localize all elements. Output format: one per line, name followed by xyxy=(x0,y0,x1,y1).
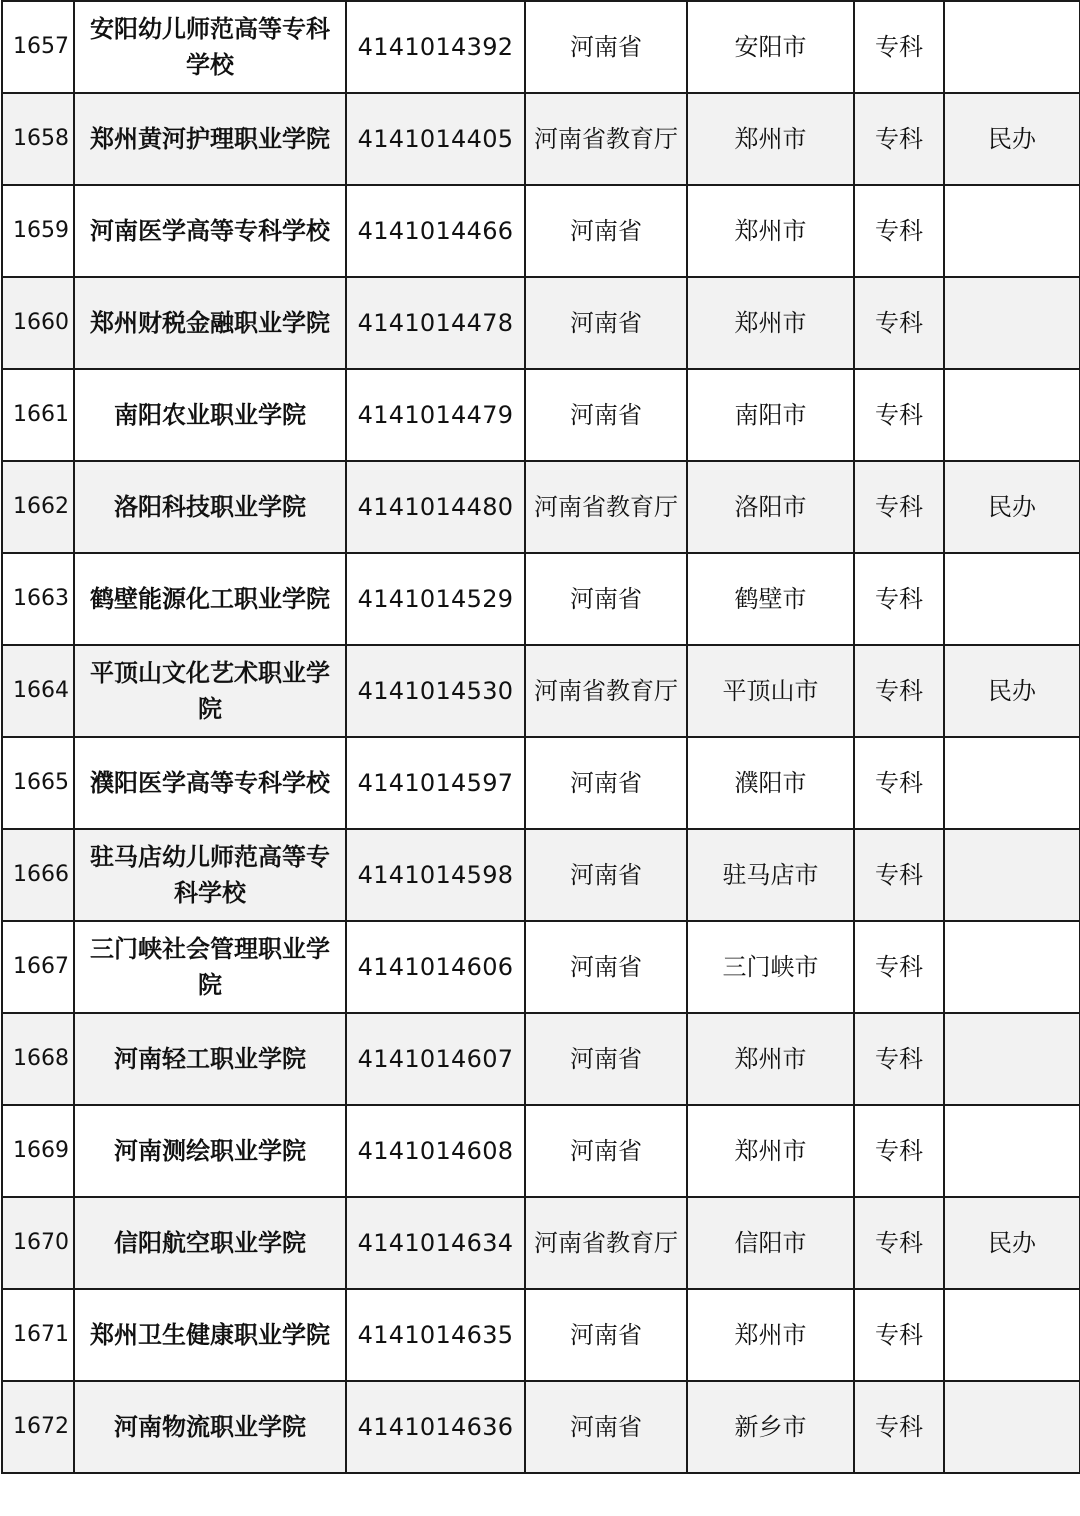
supervising-dept: 河南省 xyxy=(525,1381,687,1473)
row-index: 1669 xyxy=(2,1105,74,1197)
row-index: 1667 xyxy=(2,921,74,1013)
remark: 民办 xyxy=(944,645,1080,737)
school-name: 河南医学高等专科学校 xyxy=(74,185,346,277)
education-level: 专科 xyxy=(854,645,944,737)
remark xyxy=(944,553,1080,645)
remark xyxy=(944,1013,1080,1105)
row-index: 1671 xyxy=(2,1289,74,1381)
college-list-table xyxy=(1,0,1080,1474)
remark xyxy=(944,185,1080,277)
supervising-dept: 河南省教育厅 xyxy=(525,1197,687,1289)
school-name: 河南轻工职业学院 xyxy=(74,1013,346,1105)
city: 郑州市 xyxy=(687,185,854,277)
city: 濮阳市 xyxy=(687,737,854,829)
remark xyxy=(944,1289,1080,1381)
school-name: 鹤壁能源化工职业学院 xyxy=(74,553,346,645)
education-level: 专科 xyxy=(854,185,944,277)
row-index: 1658 xyxy=(2,93,74,185)
city: 郑州市 xyxy=(687,1013,854,1105)
table-row xyxy=(2,737,1080,829)
city: 南阳市 xyxy=(687,369,854,461)
school-name: 河南物流职业学院 xyxy=(74,1381,346,1473)
school-code: 4141014635 xyxy=(346,1289,525,1381)
school-code: 4141014608 xyxy=(346,1105,525,1197)
school-code: 4141014598 xyxy=(346,829,525,921)
school-code: 4141014466 xyxy=(346,185,525,277)
table-row xyxy=(2,1289,1080,1381)
school-name: 洛阳科技职业学院 xyxy=(74,461,346,553)
supervising-dept: 河南省 xyxy=(525,1289,687,1381)
supervising-dept: 河南省 xyxy=(525,369,687,461)
school-code: 4141014607 xyxy=(346,1013,525,1105)
school-name: 南阳农业职业学院 xyxy=(74,369,346,461)
school-code: 4141014530 xyxy=(346,645,525,737)
school-code: 4141014606 xyxy=(346,921,525,1013)
remark xyxy=(944,1,1080,93)
remark xyxy=(944,1105,1080,1197)
education-level: 专科 xyxy=(854,1105,944,1197)
school-code: 4141014529 xyxy=(346,553,525,645)
supervising-dept: 河南省 xyxy=(525,921,687,1013)
city: 鹤壁市 xyxy=(687,553,854,645)
school-name: 河南测绘职业学院 xyxy=(74,1105,346,1197)
table-row xyxy=(2,829,1080,921)
school-code: 4141014597 xyxy=(346,737,525,829)
education-level: 专科 xyxy=(854,93,944,185)
row-index: 1661 xyxy=(2,369,74,461)
table-row xyxy=(2,1013,1080,1105)
school-name: 安阳幼儿师范高等专科学校 xyxy=(74,1,346,93)
education-level: 专科 xyxy=(854,921,944,1013)
education-level: 专科 xyxy=(854,829,944,921)
table-body xyxy=(2,1,1080,1473)
school-name: 三门峡社会管理职业学院 xyxy=(74,921,346,1013)
city: 三门峡市 xyxy=(687,921,854,1013)
supervising-dept: 河南省 xyxy=(525,1105,687,1197)
supervising-dept: 河南省 xyxy=(525,185,687,277)
city: 安阳市 xyxy=(687,1,854,93)
school-code: 4141014636 xyxy=(346,1381,525,1473)
remark xyxy=(944,369,1080,461)
table-row xyxy=(2,93,1080,185)
education-level: 专科 xyxy=(854,1,944,93)
remark xyxy=(944,277,1080,369)
table-row xyxy=(2,1381,1080,1473)
table-row xyxy=(2,1197,1080,1289)
education-level: 专科 xyxy=(854,737,944,829)
table-row xyxy=(2,645,1080,737)
table-row xyxy=(2,369,1080,461)
table-row xyxy=(2,1,1080,93)
school-name: 郑州黄河护理职业学院 xyxy=(74,93,346,185)
school-code: 4141014480 xyxy=(346,461,525,553)
school-code: 4141014634 xyxy=(346,1197,525,1289)
supervising-dept: 河南省教育厅 xyxy=(525,645,687,737)
school-code: 4141014405 xyxy=(346,93,525,185)
remark xyxy=(944,921,1080,1013)
row-index: 1657 xyxy=(2,1,74,93)
education-level: 专科 xyxy=(854,1013,944,1105)
row-index: 1672 xyxy=(2,1381,74,1473)
table-row xyxy=(2,461,1080,553)
education-level: 专科 xyxy=(854,277,944,369)
school-code: 4141014479 xyxy=(346,369,525,461)
supervising-dept: 河南省教育厅 xyxy=(525,461,687,553)
school-name: 郑州卫生健康职业学院 xyxy=(74,1289,346,1381)
row-index: 1662 xyxy=(2,461,74,553)
city: 郑州市 xyxy=(687,1289,854,1381)
education-level: 专科 xyxy=(854,1381,944,1473)
city: 郑州市 xyxy=(687,277,854,369)
school-name: 驻马店幼儿师范高等专科学校 xyxy=(74,829,346,921)
education-level: 专科 xyxy=(854,461,944,553)
education-level: 专科 xyxy=(854,1289,944,1381)
table-row xyxy=(2,185,1080,277)
school-code: 4141014392 xyxy=(346,1,525,93)
supervising-dept: 河南省 xyxy=(525,553,687,645)
row-index: 1664 xyxy=(2,645,74,737)
city: 郑州市 xyxy=(687,1105,854,1197)
school-name: 郑州财税金融职业学院 xyxy=(74,277,346,369)
supervising-dept: 河南省 xyxy=(525,277,687,369)
supervising-dept: 河南省教育厅 xyxy=(525,93,687,185)
school-name: 信阳航空职业学院 xyxy=(74,1197,346,1289)
school-code: 4141014478 xyxy=(346,277,525,369)
supervising-dept: 河南省 xyxy=(525,1,687,93)
table-row xyxy=(2,921,1080,1013)
education-level: 专科 xyxy=(854,1197,944,1289)
remark xyxy=(944,737,1080,829)
city: 平顶山市 xyxy=(687,645,854,737)
table-row xyxy=(2,553,1080,645)
remark: 民办 xyxy=(944,461,1080,553)
supervising-dept: 河南省 xyxy=(525,737,687,829)
city: 信阳市 xyxy=(687,1197,854,1289)
remark: 民办 xyxy=(944,1197,1080,1289)
education-level: 专科 xyxy=(854,369,944,461)
supervising-dept: 河南省 xyxy=(525,829,687,921)
row-index: 1668 xyxy=(2,1013,74,1105)
row-index: 1659 xyxy=(2,185,74,277)
remark xyxy=(944,1381,1080,1473)
city: 郑州市 xyxy=(687,93,854,185)
city: 洛阳市 xyxy=(687,461,854,553)
row-index: 1660 xyxy=(2,277,74,369)
row-index: 1666 xyxy=(2,829,74,921)
school-name: 平顶山文化艺术职业学院 xyxy=(74,645,346,737)
table-row xyxy=(2,277,1080,369)
table-row xyxy=(2,1105,1080,1197)
city: 新乡市 xyxy=(687,1381,854,1473)
row-index: 1665 xyxy=(2,737,74,829)
education-level: 专科 xyxy=(854,553,944,645)
supervising-dept: 河南省 xyxy=(525,1013,687,1105)
city: 驻马店市 xyxy=(687,829,854,921)
row-index: 1670 xyxy=(2,1197,74,1289)
remark: 民办 xyxy=(944,93,1080,185)
school-name: 濮阳医学高等专科学校 xyxy=(74,737,346,829)
row-index: 1663 xyxy=(2,553,74,645)
remark xyxy=(944,829,1080,921)
